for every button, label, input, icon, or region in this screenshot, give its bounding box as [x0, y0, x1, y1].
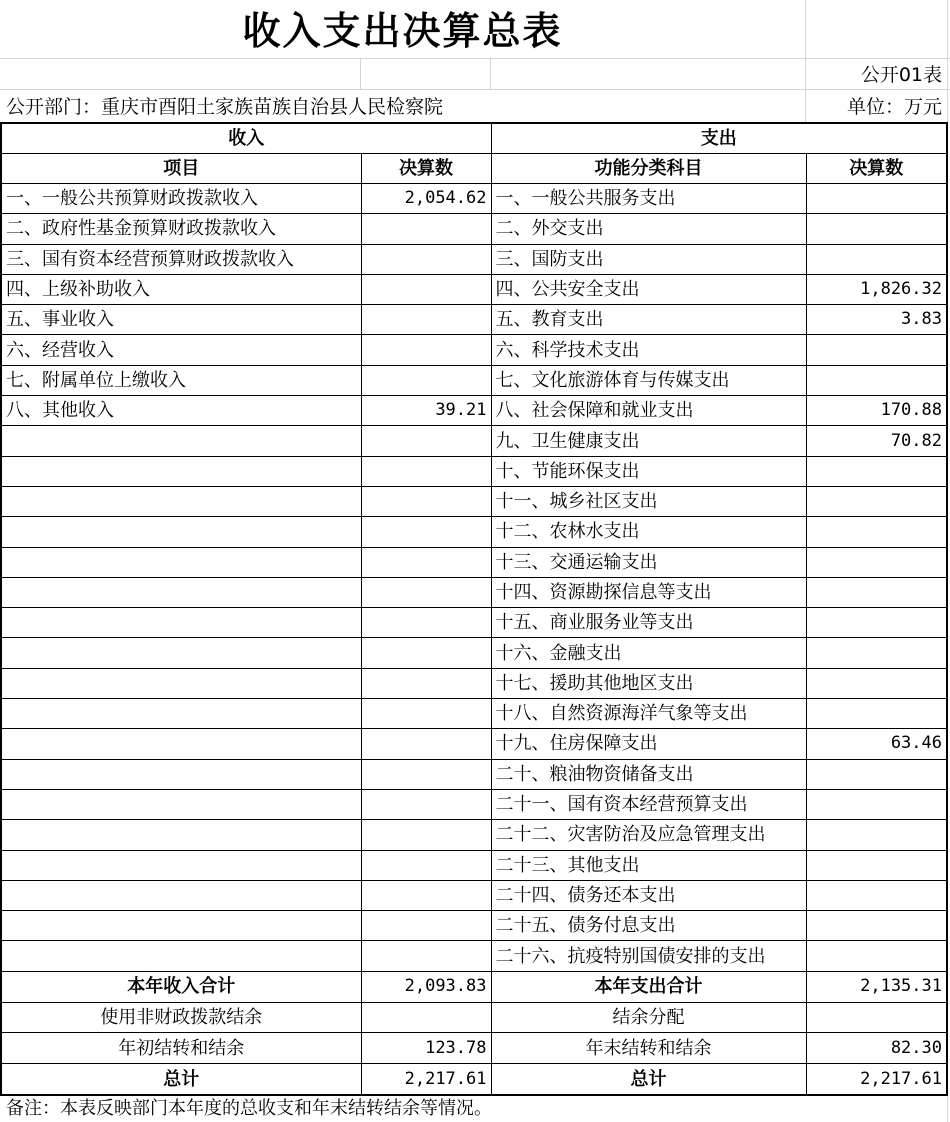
exp-item-cell: 六、科学技术支出	[491, 335, 806, 365]
exp-amount-cell	[806, 244, 947, 274]
exp-amount-cell	[806, 638, 947, 668]
income-amount-cell	[361, 577, 491, 607]
exp-item-cell: 五、教育支出	[491, 305, 806, 335]
summary-exp-value	[806, 1002, 947, 1033]
income-amount-cell	[361, 305, 491, 335]
exp-amount-header: 决算数	[806, 154, 947, 184]
exp-amount-cell	[806, 880, 947, 910]
income-item-cell: 四、上级补助收入	[1, 274, 361, 304]
exp-amount-cell	[806, 517, 947, 547]
income-amount-cell	[361, 456, 491, 486]
exp-item-cell: 七、文化旅游体育与传媒支出	[491, 365, 806, 395]
income-amount-cell	[361, 880, 491, 910]
section-header-row	[1, 123, 947, 154]
exp-item-cell: 二、外交支出	[491, 214, 806, 244]
income-item-cell	[1, 911, 361, 941]
summary-income-label: 年初结转和结余	[1, 1033, 361, 1064]
exp-item-cell: 二十四、债务还本支出	[491, 880, 806, 910]
summary-row	[1, 1033, 947, 1064]
exp-amount-cell	[806, 759, 947, 789]
table-row	[1, 305, 947, 335]
income-item-cell	[1, 668, 361, 698]
table-row	[1, 335, 947, 365]
exp-item-cell: 二十六、抗疫特别国债安排的支出	[491, 941, 806, 971]
table-row	[1, 941, 947, 971]
table-row	[1, 699, 947, 729]
income-item-header: 项目	[1, 154, 361, 184]
summary-exp-value: 2,135.31	[806, 971, 947, 1002]
income-amount-cell	[361, 365, 491, 395]
table-row	[1, 789, 947, 819]
exp-item-cell: 八、社会保障和就业支出	[491, 396, 806, 426]
exp-amount-cell	[806, 577, 947, 607]
summary-exp-label: 年末结转和结余	[491, 1033, 806, 1064]
exp-item-cell: 十三、交通运输支出	[491, 547, 806, 577]
exp-amount-cell	[806, 214, 947, 244]
exp-amount-cell	[806, 547, 947, 577]
summary-exp-value: 2,217.61	[806, 1064, 947, 1095]
exp-item-cell: 十四、资源勘探信息等支出	[491, 577, 806, 607]
summary-exp-label: 总计	[491, 1064, 806, 1095]
exp-amount-cell	[806, 668, 947, 698]
expenditure-header: 支出	[491, 123, 947, 154]
exp-item-header: 功能分类科目	[491, 154, 806, 184]
exp-item-cell: 十六、金融支出	[491, 638, 806, 668]
exp-item-cell: 十五、商业服务业等支出	[491, 608, 806, 638]
income-amount-cell	[361, 820, 491, 850]
income-item-cell: 二、政府性基金预算财政拨款收入	[1, 214, 361, 244]
table-row	[1, 547, 947, 577]
income-amount-cell	[361, 335, 491, 365]
income-amount-cell	[361, 214, 491, 244]
income-amount-cell: 39.21	[361, 396, 491, 426]
exp-item-cell: 十七、援助其他地区支出	[491, 668, 806, 698]
table-row	[1, 577, 947, 607]
income-item-cell	[1, 880, 361, 910]
income-amount-cell	[361, 911, 491, 941]
income-amount-header: 决算数	[361, 154, 491, 184]
income-item-cell	[1, 941, 361, 971]
table-row	[1, 274, 947, 304]
income-item-cell: 五、事业收入	[1, 305, 361, 335]
exp-amount-cell	[806, 335, 947, 365]
income-item-cell	[1, 638, 361, 668]
exp-amount-cell	[806, 941, 947, 971]
unit-label: 单位：万元	[846, 96, 942, 118]
income-item-cell	[1, 426, 361, 456]
exp-item-cell: 一、一般公共服务支出	[491, 184, 806, 214]
exp-amount-cell: 3.83	[806, 305, 947, 335]
exp-item-cell: 二十、粮油物资储备支出	[491, 759, 806, 789]
income-item-cell	[1, 820, 361, 850]
table-row	[1, 911, 947, 941]
income-amount-cell	[361, 638, 491, 668]
income-item-cell	[1, 517, 361, 547]
exp-item-cell: 十一、城乡社区支出	[491, 486, 806, 516]
summary-exp-label: 本年支出合计	[491, 971, 806, 1002]
table-row	[1, 820, 947, 850]
exp-item-cell: 二十一、国有资本经营预算支出	[491, 789, 806, 819]
exp-item-cell: 四、公共安全支出	[491, 274, 806, 304]
income-item-cell	[1, 729, 361, 759]
table-row	[1, 638, 947, 668]
table-row	[1, 486, 947, 516]
exp-item-cell: 十、节能环保支出	[491, 456, 806, 486]
exp-amount-cell	[806, 911, 947, 941]
income-amount-cell	[361, 426, 491, 456]
summary-income-label: 使用非财政拨款结余	[1, 1002, 361, 1033]
table-row	[1, 850, 947, 880]
income-item-cell	[1, 456, 361, 486]
income-amount-cell	[361, 517, 491, 547]
gridline	[360, 58, 361, 90]
exp-amount-cell	[806, 608, 947, 638]
income-amount-cell	[361, 668, 491, 698]
department-label: 公开部门：重庆市酉阳土家族苗族自治县人民检察院	[6, 96, 444, 118]
exp-item-cell: 二十三、其他支出	[491, 850, 806, 880]
table-row	[1, 396, 947, 426]
income-amount-cell	[361, 759, 491, 789]
summary-exp-label: 结余分配	[491, 1002, 806, 1033]
table-row	[1, 426, 947, 456]
gridline	[805, 0, 806, 122]
footnote: 备注：本表反映部门本年度的总收支和年末结转结余等情况。	[6, 1098, 492, 1119]
income-amount-cell	[361, 729, 491, 759]
exp-amount-cell	[806, 699, 947, 729]
income-amount-cell	[361, 486, 491, 516]
table-row	[1, 880, 947, 910]
income-item-cell	[1, 547, 361, 577]
summary-income-value: 2,217.61	[361, 1064, 491, 1095]
income-item-cell	[1, 486, 361, 516]
income-item-cell: 六、经营收入	[1, 335, 361, 365]
table-row	[1, 365, 947, 395]
income-amount-cell	[361, 547, 491, 577]
income-amount-cell	[361, 274, 491, 304]
exp-amount-cell	[806, 820, 947, 850]
income-amount-cell	[361, 850, 491, 880]
exp-item-cell: 九、卫生健康支出	[491, 426, 806, 456]
budget-table	[0, 122, 948, 1096]
exp-amount-cell	[806, 850, 947, 880]
exp-item-cell: 二十五、债务付息支出	[491, 911, 806, 941]
exp-amount-cell	[806, 184, 947, 214]
summary-income-value: 123.78	[361, 1033, 491, 1064]
exp-amount-cell	[806, 486, 947, 516]
exp-amount-cell	[806, 365, 947, 395]
table-row	[1, 244, 947, 274]
income-item-cell	[1, 608, 361, 638]
summary-row	[1, 1064, 947, 1095]
summary-income-label: 本年收入合计	[1, 971, 361, 1002]
income-item-cell: 八、其他收入	[1, 396, 361, 426]
income-amount-cell	[361, 941, 491, 971]
income-amount-cell	[361, 789, 491, 819]
summary-income-label: 总计	[1, 1064, 361, 1095]
income-item-cell	[1, 850, 361, 880]
summary-exp-value: 82.30	[806, 1033, 947, 1064]
summary-row	[1, 971, 947, 1002]
summary-income-value	[361, 1002, 491, 1033]
table-row	[1, 517, 947, 547]
exp-item-cell: 二十二、灾害防治及应急管理支出	[491, 820, 806, 850]
income-item-cell	[1, 789, 361, 819]
table-row	[1, 729, 947, 759]
table-code: 公开01表	[860, 64, 942, 86]
exp-amount-cell: 170.88	[806, 396, 947, 426]
income-amount-cell	[361, 699, 491, 729]
gridline	[0, 58, 950, 59]
exp-amount-cell: 1,826.32	[806, 274, 947, 304]
income-amount-cell	[361, 244, 491, 274]
income-item-cell	[1, 699, 361, 729]
income-amount-cell	[361, 608, 491, 638]
exp-amount-cell	[806, 789, 947, 819]
summary-row	[1, 1002, 947, 1033]
table-row	[1, 759, 947, 789]
table-row	[1, 456, 947, 486]
exp-item-cell: 十八、自然资源海洋气象等支出	[491, 699, 806, 729]
income-header: 收入	[1, 123, 491, 154]
table-row	[1, 214, 947, 244]
income-item-cell: 一、一般公共预算财政拨款收入	[1, 184, 361, 214]
table-row	[1, 668, 947, 698]
exp-amount-cell: 63.46	[806, 729, 947, 759]
page-title: 收入支出决算总表	[242, 9, 563, 53]
gridline	[490, 58, 491, 90]
exp-amount-cell	[806, 456, 947, 486]
column-header-row	[1, 154, 947, 184]
exp-item-cell: 十九、住房保障支出	[491, 729, 806, 759]
exp-item-cell: 十二、农林水支出	[491, 517, 806, 547]
income-item-cell: 三、国有资本经营预算财政拨款收入	[1, 244, 361, 274]
income-item-cell	[1, 759, 361, 789]
income-item-cell	[1, 577, 361, 607]
exp-amount-cell: 70.82	[806, 426, 947, 456]
exp-item-cell: 三、国防支出	[491, 244, 806, 274]
income-amount-cell: 2,054.62	[361, 184, 491, 214]
income-item-cell: 七、附属单位上缴收入	[1, 365, 361, 395]
table-row	[1, 184, 947, 214]
summary-income-value: 2,093.83	[361, 971, 491, 1002]
table-row	[1, 608, 947, 638]
